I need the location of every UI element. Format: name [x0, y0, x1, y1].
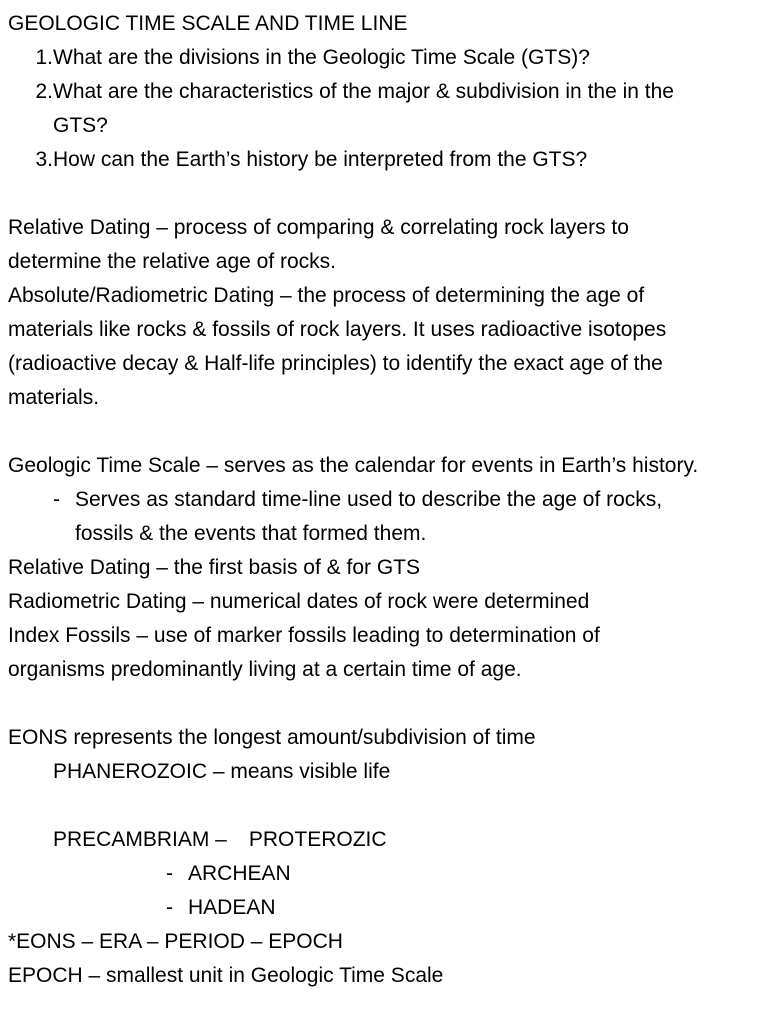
gts-definition: Geologic Time Scale – serves as the calendar for events in Earth’s history.	[8, 454, 699, 477]
relative-dating-line-2: determine the relative age of rocks.	[8, 250, 337, 273]
hadean-label: HADEAN	[188, 896, 276, 919]
absolute-dating-line-3: (radioactive decay & Half-life principles) to identify the exact age of the	[8, 352, 663, 375]
radiometric-dating-basis: Radiometric Dating – numerical dates of rock were determined	[8, 590, 590, 613]
epoch-definition: EPOCH – smallest unit in Geologic Time Scale	[8, 964, 444, 987]
question-text: What are the characteristics of the major & subdivision in the in the	[53, 80, 674, 103]
precambriam-line	[8, 823, 760, 857]
relative-dating-basis: Relative Dating – the first basis of & for GTS	[8, 556, 421, 579]
spacer	[8, 789, 760, 823]
spacer	[8, 177, 760, 211]
question-3	[8, 143, 760, 177]
archean-label: ARCHEAN	[188, 862, 291, 885]
time-unit-hierarchy: *EONS – ERA – PERIOD – EPOCH	[8, 930, 343, 953]
dash-marker: -	[166, 896, 173, 919]
index-fossils-line-2: organisms predominantly living at a certain time of age.	[8, 658, 522, 681]
dash-marker: -	[53, 488, 60, 511]
index-fossils-line-1: Index Fossils – use of marker fossils leading to determination of	[8, 624, 600, 647]
question-1	[8, 41, 760, 75]
gts-bullet-continued: fossils & the events that formed them.	[75, 522, 427, 545]
question-number: 1.	[35, 46, 53, 69]
question-text: How can the Earth’s history be interpreted from the GTS?	[53, 148, 588, 171]
document-title: GEOLOGIC TIME SCALE AND TIME LINE	[8, 12, 408, 35]
spacer	[8, 687, 760, 721]
document-body	[8, 7, 760, 993]
archean-line	[8, 857, 760, 891]
dash-marker: -	[166, 862, 173, 885]
question-2	[8, 75, 760, 109]
absolute-dating-line-2: materials like rocks & fossils of rock layers. It uses radioactive isotopes	[8, 318, 667, 341]
precambriam-label: PRECAMBRIAM –	[53, 828, 227, 851]
eons-intro: EONS represents the longest amount/subdivision of time	[8, 726, 536, 749]
relative-dating-line-1: Relative Dating – process of comparing & correlating rock layers to	[8, 216, 629, 239]
question-2-continued: GTS?	[53, 114, 108, 137]
question-text: What are the divisions in the Geologic Time Scale (GTS)?	[53, 46, 590, 69]
proterozic-label: PROTEROZIC	[248, 828, 387, 851]
absolute-dating-line-4: materials.	[8, 386, 100, 409]
absolute-dating-line-1: Absolute/Radiometric Dating – the process of determining the age of	[8, 284, 645, 307]
gts-bullet	[8, 483, 760, 517]
phanerozoic-line: PHANEROZOIC – means visible life	[53, 760, 391, 783]
spacer	[8, 415, 760, 449]
question-number: 3.	[35, 148, 53, 171]
question-number: 2.	[35, 80, 53, 103]
hadean-line	[8, 891, 760, 925]
gts-bullet-text: Serves as standard time-line used to describe the age of rocks,	[75, 488, 663, 511]
